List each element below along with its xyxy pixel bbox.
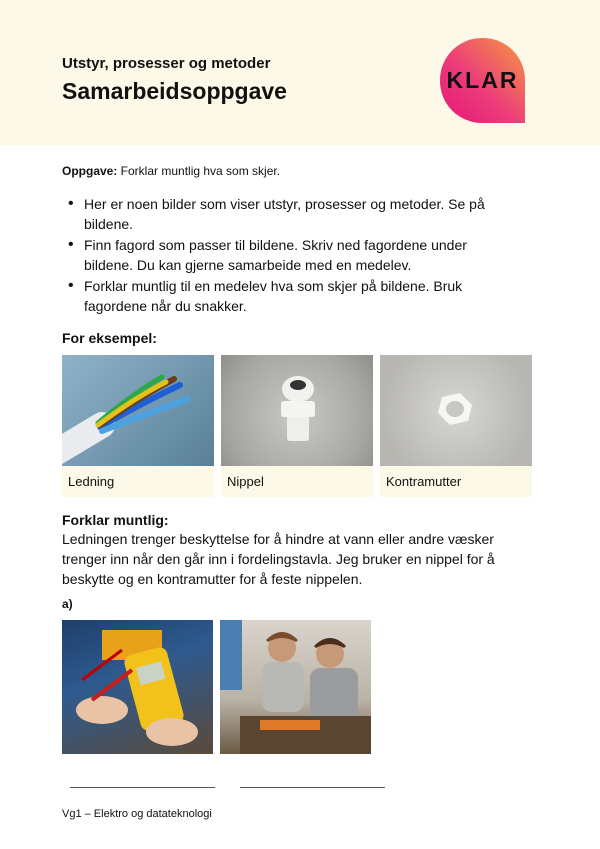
cable-gland-photo	[221, 355, 373, 466]
instruction-item: • Forklar muntlig til en medelev hva som skjer på bildene. Bruk fagordene når du snakker.	[62, 276, 502, 316]
example-caption: Ledning	[62, 466, 214, 497]
cable-photo	[62, 355, 214, 466]
example-card-ledning	[62, 355, 214, 497]
example-caption: Nippel	[221, 466, 373, 497]
example-card-nippel	[221, 355, 373, 497]
instruction-item: • Finn fagord som passer til bildene. Skriv ned fagordene under bildene. Du kan gjerne samarbeide med en medelev.	[62, 235, 502, 275]
example-card-kontramutter	[380, 355, 532, 497]
example-caption: Kontramutter	[380, 466, 532, 497]
task-text: Forklar muntlig hva som skjer.	[117, 164, 281, 178]
answer-line[interactable]	[240, 787, 385, 788]
instruction-item: • Her er noen bilder som viser utstyr, prosesser og metoder. Se på bildene.	[62, 194, 502, 234]
page-subtitle: Utstyr, prosesser og metoder	[62, 55, 271, 72]
header-band	[0, 0, 600, 145]
klar-logo	[440, 38, 525, 123]
instruction-list	[62, 194, 502, 317]
task-a-label: a)	[62, 597, 73, 611]
lock-nut-photo	[380, 355, 532, 466]
example-heading: For eksempel:	[62, 330, 157, 346]
answer-line[interactable]	[70, 787, 215, 788]
page-title: Samarbeidsoppgave	[62, 78, 287, 104]
explain-text: Ledningen trenger beskyttelse for å hindre at vann eller andre væsker trenger inn når den går inn i fordelingstavla. Jeg bruker en nippel for å beskytte og en kontramutter for å feste nippelen.	[62, 531, 495, 587]
multimeter-photo	[62, 620, 213, 754]
task-line	[62, 164, 280, 178]
students-working-photo	[220, 620, 371, 754]
footer-text: Vg1 – Elektro og datateknologi	[62, 808, 212, 820]
logo-text: KLAR	[446, 67, 519, 93]
task-label: Oppgave:	[62, 164, 118, 178]
explain-heading: Forklar muntlig:	[62, 512, 169, 528]
